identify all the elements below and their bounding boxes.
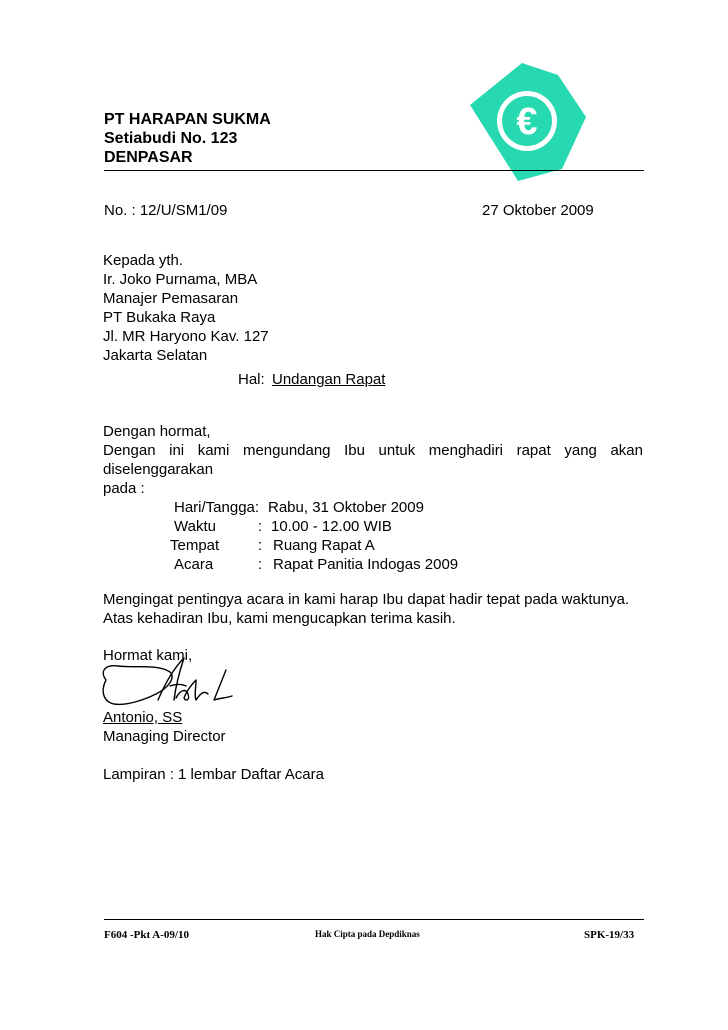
- company-city: DENPASAR: [104, 149, 193, 166]
- detail-separator: :: [258, 537, 263, 554]
- signatory-name: Antonio, SS: [103, 709, 183, 726]
- detail-label: Waktu: [174, 518, 216, 535]
- detail-label: Acara: [174, 556, 214, 573]
- euro-coin-logo: [470, 63, 586, 181]
- recipient-line: Jl. MR Haryono Kav. 127: [103, 328, 269, 345]
- subject-value: Undangan Rapat: [272, 371, 386, 388]
- recipient-line: Kepada yth.: [103, 252, 184, 269]
- letterhead-rule: [104, 170, 644, 171]
- greeting: Dengan hormat,: [103, 423, 211, 440]
- detail-value: 10.00 - 12.00 WIB: [271, 518, 392, 535]
- footer-rule: [104, 919, 644, 920]
- detail-value: Rapat Panitia Indogas 2009: [273, 556, 459, 573]
- attachment-note: Lampiran : 1 lembar Daftar Acara: [103, 766, 324, 783]
- intro-line: diselenggarakan: [103, 461, 214, 478]
- footer-right: SPK-19/33: [584, 929, 635, 941]
- footer-left: F604 -Pkt A-09/10: [104, 929, 189, 941]
- salutation: Hormat kami,: [103, 647, 193, 664]
- intro-line: Dengan ini kami mengundang Ibu untuk menghadiri rapat yang akan: [103, 442, 643, 459]
- recipient-line: Manajer Pemasaran: [103, 290, 239, 307]
- recipient-line: PT Bukaka Raya: [103, 309, 216, 326]
- euro-icon: €: [516, 101, 538, 143]
- detail-separator: :: [258, 518, 263, 535]
- company-name: PT HARAPAN SUKMA: [104, 111, 271, 128]
- intro-line: pada :: [103, 480, 145, 497]
- letter-number: No. : 12/U/SM1/09: [104, 202, 228, 219]
- detail-value: Rabu, 31 Oktober 2009: [268, 499, 424, 516]
- closing-line: Atas kehadiran Ibu, kami mengucapkan terima kasih.: [103, 610, 456, 627]
- letter-date: 27 Oktober 2009: [482, 202, 594, 219]
- recipient-line: Jakarta Selatan: [103, 347, 208, 364]
- handwritten-signature: [96, 654, 236, 716]
- detail-separator: :: [258, 556, 263, 573]
- footer-center: Hak Cipta pada Depdiknas: [315, 929, 420, 939]
- recipient-line: Ir. Joko Purnama, MBA: [103, 271, 258, 288]
- closing-line: Mengingat pentingya acara in kami harap Ibu dapat hadir tepat pada waktunya.: [103, 591, 630, 608]
- detail-value: Ruang Rapat A: [273, 537, 375, 554]
- subject-label: Hal:: [238, 371, 265, 388]
- company-address: Setiabudi No. 123: [104, 130, 238, 147]
- detail-label: Tempat: [170, 537, 220, 554]
- detail-label: Hari/Tangga:: [174, 499, 260, 516]
- signatory-title: Managing Director: [103, 728, 226, 745]
